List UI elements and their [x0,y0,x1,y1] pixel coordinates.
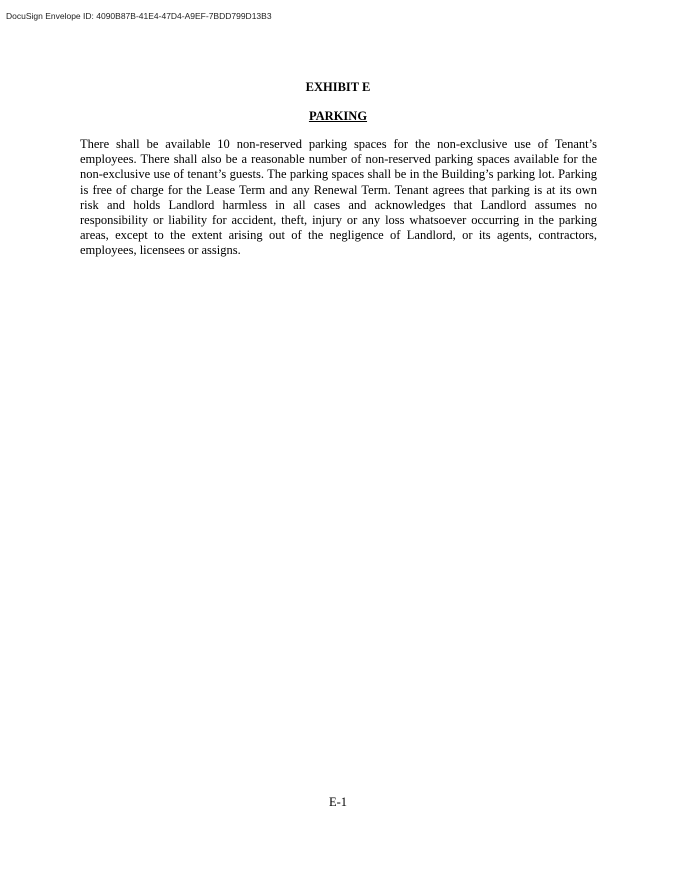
parking-paragraph: There shall be available 10 non-reserved parking spaces for the non-exclusive use of Tenant’s employees. There shall also be a reasonable number of non-reserved parking spaces available for the non-exclusive use of tenant’s guests. The parking spaces shall be in the Building’s parking lot. Parking is free of charge for the Lease Term and any Renewal Term. Tenant agrees that parking is at its own risk and holds Landlord harmless in all cases and acknowledges that Landlord assumes no responsibility or liability for accident, theft, injury or any loss whatsoever occurring in the parking areas, except to the extent arising out of the negligence of Landlord, or its agents, contractors, employees, licensees or assigns. [80,137,597,258]
exhibit-subtitle: PARKING [308,109,368,123]
docusign-envelope-id: DocuSign Envelope ID: 4090B87B-41E4-47D4-A9EF-7BDD799D13B3 [6,11,272,21]
exhibit-title: EXHIBIT E [305,80,371,94]
page-number: E-1 [328,795,348,809]
